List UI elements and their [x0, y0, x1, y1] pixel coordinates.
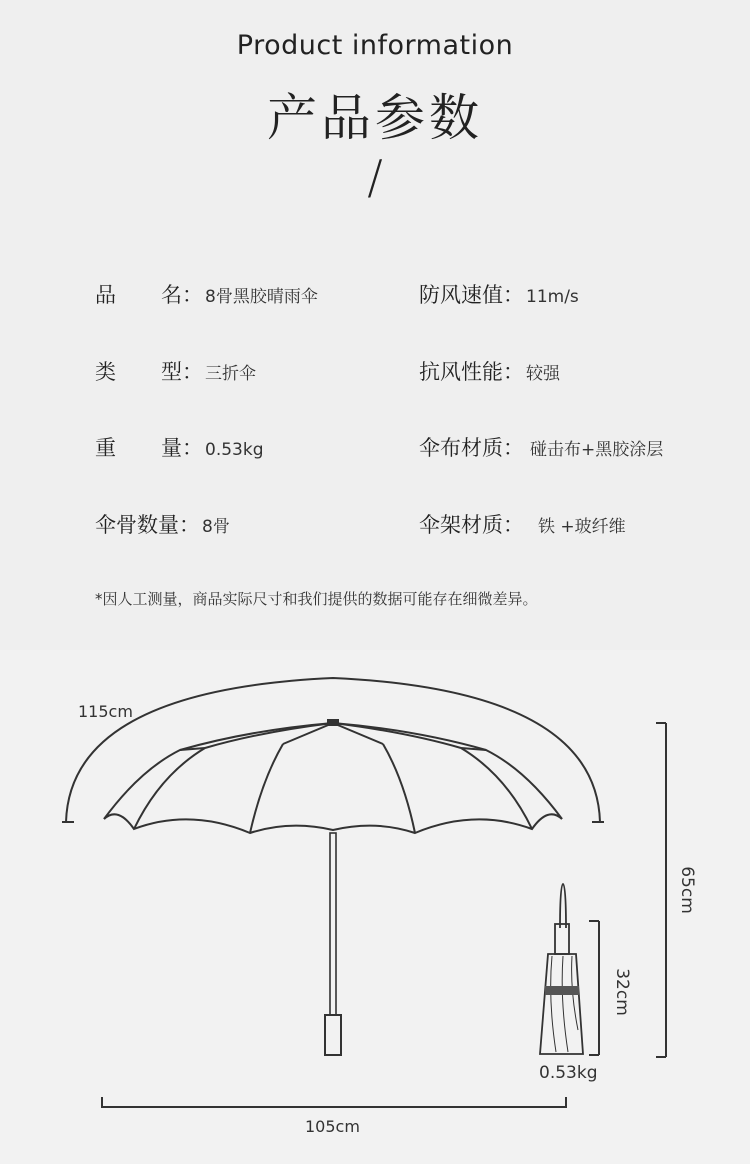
- spec-label: 名：: [161, 283, 203, 307]
- weight-label: 0.53kg: [539, 1063, 598, 1083]
- spec-value: 0.53kg: [205, 440, 264, 460]
- spec-label: 类: [95, 360, 116, 384]
- spec-value: 碰击布+黑胶涂层: [530, 440, 664, 460]
- title-slash: /: [367, 150, 383, 204]
- folded-length-label: 32cm: [611, 968, 632, 1016]
- width-label: 105cm: [305, 1117, 360, 1136]
- folded-strap-loop: [560, 884, 566, 928]
- spec-value: 8骨黑胶晴雨伞: [205, 287, 318, 307]
- spec-value: 8骨: [202, 517, 230, 537]
- spec-value: 11m/s: [526, 287, 579, 307]
- arc-length-label: 115cm: [78, 702, 133, 721]
- spec-label: 抗风性能：: [419, 360, 524, 384]
- spec-label: 重: [95, 436, 116, 460]
- folded-handle: [555, 924, 569, 954]
- spec-value: 较强: [526, 364, 560, 384]
- folded-umbrella-body: [540, 954, 583, 1054]
- spec-value: 三折伞: [205, 364, 256, 384]
- spec-label: 防风速值：: [419, 283, 524, 307]
- umbrella-canopy: [104, 814, 562, 833]
- spec-label: 量：: [161, 436, 203, 460]
- spec-label: 型：: [161, 360, 203, 384]
- spec-label: 品: [95, 283, 116, 307]
- umbrella-shaft: [330, 833, 336, 1015]
- umbrella-handle: [325, 1015, 341, 1055]
- open-height-label: 65cm: [676, 866, 697, 914]
- arc-dimension-line: [66, 678, 600, 822]
- spec-label: 伞骨数量：: [95, 513, 200, 537]
- spec-value: 铁 +玻纤维: [538, 517, 626, 537]
- measurement-note: *因人工测量，商品实际尺寸和我们提供的数据可能存在细微差异。: [95, 590, 538, 608]
- spec-label: 伞架材质：: [419, 513, 524, 537]
- page-title-en: Product information: [236, 30, 514, 61]
- page-title-cn: 产品参数: [267, 89, 483, 147]
- spec-label: 伞布材质：: [419, 436, 524, 460]
- folded-band: [545, 986, 579, 995]
